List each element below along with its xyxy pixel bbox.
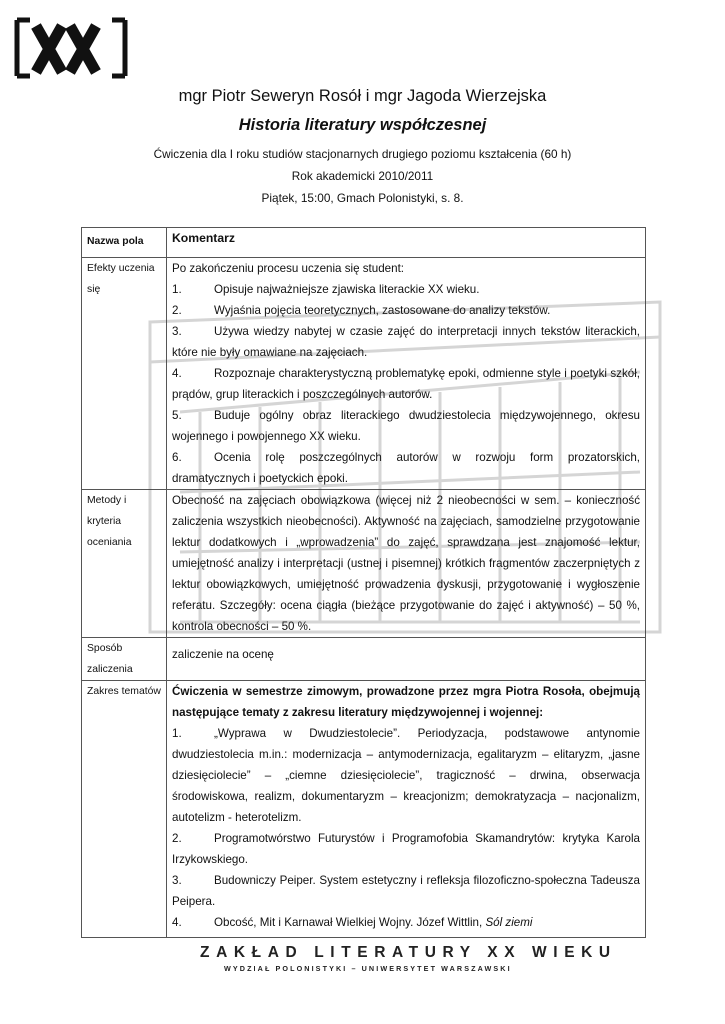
methods-label: Metody i kryteria oceniania: [82, 490, 167, 638]
schedule: Piątek, 15:00, Gmach Polonistyki, s. 8.: [261, 191, 464, 205]
course-subtitle: Ćwiczenia dla I roku studiów stacjonarnych drugiego poziomu kształcenia (60 h): [153, 147, 572, 161]
table-row-topics: [82, 681, 646, 938]
list-item: 6. Ocenia rolę poszczególnych autorów w rozwoju form prozatorskich, dramatycznych i poetyckich epoki.: [172, 451, 640, 485]
topics-intro: Ćwiczenia w semestrze zimowym, prowadzone przez mgra Piotra Rosoła, obejmują następujące tematy z zakresu literatury międzywojennej i wojennej:: [172, 685, 640, 719]
list-item: 4. Rozpoznaje charakterystyczną problematykę epoki, odmienne style i poetyki szkół, prądów, grup literackich i poszczególnych autorów.: [172, 367, 640, 401]
effects-intro: Po zakończeniu procesu uczenia się student:: [172, 262, 405, 275]
footer-brand: [200, 944, 617, 973]
list-item: 2. Programotwórstwo Futurystów i Programofobia Skamandrytów: krytyka Karola Irzykowskiego.: [172, 832, 640, 866]
xx-logo: [12, 16, 130, 80]
authors: mgr Piotr Seweryn Rosół i mgr Jagoda Wierzejska: [178, 87, 547, 105]
topics-content: [167, 681, 646, 938]
table-row-methods: [82, 490, 646, 638]
list-item: 4. Obcość, Mit i Karnawał Wielkiej Wojny. Józef Wittlin, Sól ziemi: [172, 916, 533, 929]
footer-department: ZAKŁAD LITERATURY XX WIEKU: [200, 944, 617, 961]
table-row-effects: [82, 258, 646, 490]
pass-label: Sposób zaliczenia: [82, 638, 167, 681]
pass-content: zaliczenie na ocenę: [167, 638, 646, 681]
list-item: 1. Opisuje najważniejsze zjawiska literackie XX wieku.: [172, 283, 480, 296]
methods-content: Obecność na zajęciach obowiązkowa (więcej niż 2 nieobecności w sem. – konieczność zaliczenia wszystkich nieobecności). Aktywność na zajęciach, samodzielne przygotowanie lektur dodatkowych i „wprowadzenia” do zajęć, sprawdzana jest znajomość lektur, umiejętność analizy i interpretacji (ustnej i pisemnej) krótkich fragmentów zaczerpniętych z lektur obowiązkowych, umiejętność prowadzenia dyskusji, przygotowanie i wygłoszenie referatu. Szczegóły: ocena ciągła (bieżące przygotowanie do zajęć i aktywność) – 50 %, kontrola obecności – 50 %.: [167, 490, 646, 638]
table-row-pass: [82, 638, 646, 681]
course-title: Historia literatury współczesnej: [238, 116, 487, 134]
academic-year: Rok akademicki 2010/2011: [291, 169, 434, 183]
header-field: Nazwa pola: [82, 228, 167, 258]
list-item: 1. „Wyprawa w Dwudziestolecie”. Periodyzacja, podstawowe antynomie dwudziestolecia m.in.: modernizacja – antymodernizacja, egalitaryzm – elitaryzm, „jasne dziesięciolecie” – „ciemne dziesięciolecie”, tragiczność – drwina, obserwacja środowiskowa, realizm, dokumentaryzm – kreacjonizm; demokratyzacja – nacjonalizm, autotelizm - heterotelizm.: [172, 727, 640, 824]
syllabus-table: [81, 227, 646, 938]
list-item: 5. Buduje ogólny obraz literackiego dwudziestolecia międzywojennego, okresu wojennego i powojennego XX wieku.: [172, 409, 640, 443]
list-item: 3. Używa wiedzy nabytej w czasie zajęć do interpretacji innych tekstów literackich, które nie były omawiane na zajęciach.: [172, 325, 640, 359]
table-header-row: [82, 228, 646, 258]
footer-faculty: WYDZIAŁ POLONISTYKI – UNIWERSYTET WARSZAWSKI: [224, 964, 512, 973]
list-item: 2. Wyjaśnia pojęcia teoretycznych, zastosowane do analizy tekstów.: [172, 304, 551, 317]
effects-label: Efekty uczenia się: [82, 258, 167, 490]
header-comment: Komentarz: [167, 228, 646, 258]
list-item: 3. Budowniczy Peiper. System estetyczny i refleksja filozoficzno-społeczna Tadeusza Peipera.: [172, 874, 640, 908]
topics-label: Zakres tematów: [82, 681, 167, 938]
effects-content: [167, 258, 646, 490]
